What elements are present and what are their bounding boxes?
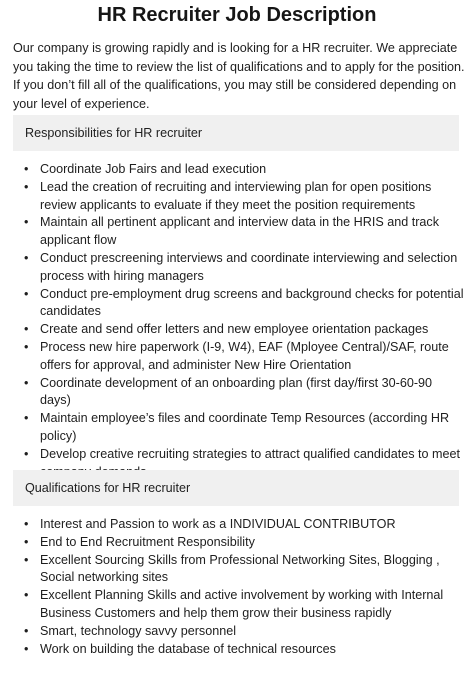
list-item: • Work on building the database of technical resources [0,641,474,659]
list-item: • Conduct prescreening interviews and coordinate interviewing and selection process with hiring managers [0,250,474,286]
qualifications-heading: Qualifications for HR recruiter [25,481,191,495]
qualifications-header [13,470,459,506]
qualifications-list [0,516,474,658]
responsibilities-header [13,115,459,151]
list-item: • End to End Recruitment Responsibility [0,534,474,552]
list-item: • Develop creative recruiting strategies to attract qualified candidates to meet [0,446,474,482]
list-item: • Interest and Passion to work as a INDIVIDUAL CONTRIBUTOR [0,516,474,534]
list-item: • Excellent Sourcing Skills from Professional Networking Sites, Blogging , Social networking sites [0,552,474,588]
list-item: • Coordinate development of an onboarding plan (first day/first 30-60-90 days) [0,375,474,411]
list-item: • Create and send offer letters and new employee orientation packages [0,321,474,339]
page-title: HR Recruiter Job Description [97,4,377,26]
responsibilities-list [0,161,474,481]
list-item: • Conduct pre-employment drug screens and background checks for potential candidates [0,286,474,322]
list-item: • Excellent Planning Skills and active involvement by working with Internal Business Customers and help them grow their business rapidly [0,587,474,623]
list-item: • Maintain employee’s files and coordinate Temp Resources (according HR policy) [0,410,474,446]
list-item: • Lead the creation of recruiting and interviewing plan for open positions review applicants to evaluate if they meet the position requirements [0,179,474,215]
list-item: • Process new hire paperwork (I-9, W4), EAF (Mployee Central)/SAF, route offers for approval, and administer New Hire Orientation [0,339,474,375]
responsibilities-heading: Responsibilities for HR recruiter [25,126,203,140]
list-item: • Coordinate Job Fairs and lead execution [0,161,474,179]
list-item: • Smart, technology savvy personnel [0,623,474,641]
list-item: • Maintain all pertinent applicant and interview data in the HRIS and track applicant flow [0,214,474,250]
intro-paragraph: Our company is growing rapidly and is looking for a HR recruiter. We appreciate you taking the time to review the list of qualifications and to apply for the position. If you don’t fill all of the qualifications, you may still be considered depending on your level of experience. [13,41,465,111]
